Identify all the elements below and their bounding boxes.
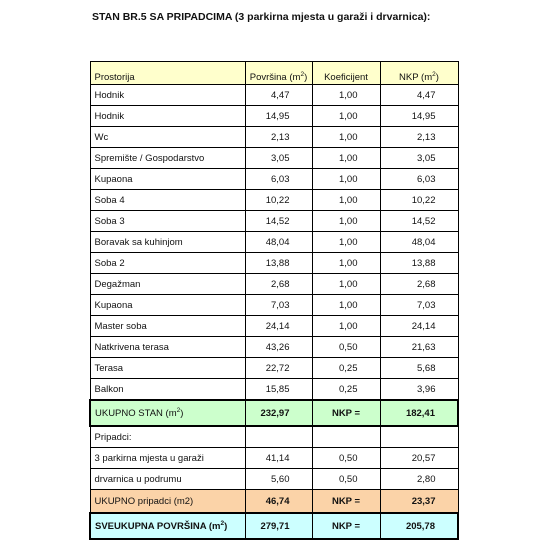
- stan-total-row: [90, 400, 458, 426]
- room-coefficient: 1,00: [312, 148, 380, 169]
- room-nkp: 14,52: [380, 211, 458, 232]
- table-row: [90, 148, 458, 169]
- header-area: Površina $(m^2)$: [245, 62, 312, 85]
- room-coefficient: 0,25: [312, 379, 380, 401]
- room-nkp: 2,13: [380, 127, 458, 148]
- empty-cell: [380, 426, 458, 448]
- pripadak-name: 3 parkirna mjesta u garaži: [90, 448, 245, 469]
- room-nkp: 21,63: [380, 337, 458, 358]
- pripadci-total-row: [90, 490, 458, 514]
- table-row: [90, 316, 458, 337]
- room-name: Boravak sa kuhinjom: [90, 232, 245, 253]
- area-table: [89, 61, 459, 540]
- room-nkp: 2,68: [380, 274, 458, 295]
- table-row: [90, 85, 458, 106]
- header-coefficient: Koeficijent: [312, 62, 380, 85]
- table-row: [90, 211, 458, 232]
- room-area: 15,85: [245, 379, 312, 401]
- room-nkp: 3,96: [380, 379, 458, 401]
- room-nkp: 3,05: [380, 148, 458, 169]
- pripadci-total-area: 46,74: [245, 490, 312, 514]
- room-area: 2,13: [245, 127, 312, 148]
- room-name: Balkon: [90, 379, 245, 401]
- table-row: [90, 190, 458, 211]
- table-row: [90, 448, 458, 469]
- room-coefficient: 1,00: [312, 127, 380, 148]
- grand-total-nkp-label: NKP =: [312, 513, 380, 539]
- room-name: Wc: [90, 127, 245, 148]
- grand-total-nkp: 205,78: [380, 513, 458, 539]
- room-coefficient: 1,00: [312, 169, 380, 190]
- header-nkp: NKP $(m^2)$: [380, 62, 458, 85]
- table-row: [90, 379, 458, 401]
- table-row: [90, 295, 458, 316]
- room-area: 4,47: [245, 85, 312, 106]
- grand-total-label: SVEUKUPNA POVRŠINA $(m^2)$: [90, 513, 245, 539]
- room-area: 6,03: [245, 169, 312, 190]
- room-name: Hodnik: [90, 106, 245, 127]
- room-name: Degažman: [90, 274, 245, 295]
- pripadci-total-nkp: 23,37: [380, 490, 458, 514]
- room-area: 24,14: [245, 316, 312, 337]
- room-nkp: 10,22: [380, 190, 458, 211]
- room-name: Soba 4: [90, 190, 245, 211]
- room-area: 13,88: [245, 253, 312, 274]
- table-row: [90, 169, 458, 190]
- header-room: Prostorija: [90, 62, 245, 85]
- room-area: 3,05: [245, 148, 312, 169]
- room-coefficient: 1,00: [312, 211, 380, 232]
- room-name: Soba 2: [90, 253, 245, 274]
- room-nkp: 24,14: [380, 316, 458, 337]
- stan-total-label: UKUPNO STAN $(m^2)$: [90, 400, 245, 426]
- table-row: [90, 274, 458, 295]
- room-area: 14,52: [245, 211, 312, 232]
- room-coefficient: 1,00: [312, 106, 380, 127]
- pripadak-area: 41,14: [245, 448, 312, 469]
- room-area: 22,72: [245, 358, 312, 379]
- pripadak-area: 5,60: [245, 469, 312, 490]
- room-coefficient: 1,00: [312, 190, 380, 211]
- pripadci-total-label: UKUPNO pripadci (m2): [90, 490, 245, 514]
- stan-total-nkp: 182,41: [380, 400, 458, 426]
- stan-total-nkp-label: NKP =: [312, 400, 380, 426]
- table-row: [90, 127, 458, 148]
- room-nkp: 5,68: [380, 358, 458, 379]
- room-area: 10,22: [245, 190, 312, 211]
- room-name: Master soba: [90, 316, 245, 337]
- pripadak-nkp: 20,57: [380, 448, 458, 469]
- stan-total-area: 232,97: [245, 400, 312, 426]
- pripadci-heading: Pripadci:: [90, 426, 245, 448]
- room-nkp: 7,03: [380, 295, 458, 316]
- table-row: [90, 232, 458, 253]
- table-row: [90, 253, 458, 274]
- room-name: Hodnik: [90, 85, 245, 106]
- room-name: Terasa: [90, 358, 245, 379]
- room-name: Kupaona: [90, 295, 245, 316]
- room-coefficient: 0,25: [312, 358, 380, 379]
- room-area: 2,68: [245, 274, 312, 295]
- document-title: STAN BR.5 SA PRIPADCIMA (3 parkirna mjesta u garaži i drvarnica):: [92, 11, 431, 23]
- room-name: Natkrivena terasa: [90, 337, 245, 358]
- pripadak-name: drvarnica u podrumu: [90, 469, 245, 490]
- room-coefficient: 1,00: [312, 232, 380, 253]
- room-name: Kupaona: [90, 169, 245, 190]
- empty-cell: [312, 426, 380, 448]
- room-coefficient: 1,00: [312, 295, 380, 316]
- room-coefficient: 1,00: [312, 274, 380, 295]
- pripadci-total-nkp-label: NKP =: [312, 490, 380, 514]
- table-row: [90, 337, 458, 358]
- area-table-body: [90, 62, 458, 540]
- room-coefficient: 0,50: [312, 337, 380, 358]
- table-row: [90, 106, 458, 127]
- empty-cell: [245, 426, 312, 448]
- room-coefficient: 1,00: [312, 85, 380, 106]
- room-nkp: 6,03: [380, 169, 458, 190]
- room-area: 7,03: [245, 295, 312, 316]
- grand-total-area: 279,71: [245, 513, 312, 539]
- pripadak-coefficient: 0,50: [312, 448, 380, 469]
- pripadci-heading-row: [90, 426, 458, 448]
- room-area: 48,04: [245, 232, 312, 253]
- table-row: [90, 358, 458, 379]
- pripadak-nkp: 2,80: [380, 469, 458, 490]
- table-row: [90, 469, 458, 490]
- room-nkp: 4,47: [380, 85, 458, 106]
- room-area: 14,95: [245, 106, 312, 127]
- room-name: Soba 3: [90, 211, 245, 232]
- room-nkp: 14,95: [380, 106, 458, 127]
- room-coefficient: 1,00: [312, 253, 380, 274]
- room-area: 43,26: [245, 337, 312, 358]
- pripadak-coefficient: 0,50: [312, 469, 380, 490]
- grand-total-row: [90, 513, 458, 539]
- room-coefficient: 1,00: [312, 316, 380, 337]
- room-name: Spremište / Gospodarstvo: [90, 148, 245, 169]
- room-nkp: 13,88: [380, 253, 458, 274]
- table-header-row: [90, 62, 458, 85]
- room-nkp: 48,04: [380, 232, 458, 253]
